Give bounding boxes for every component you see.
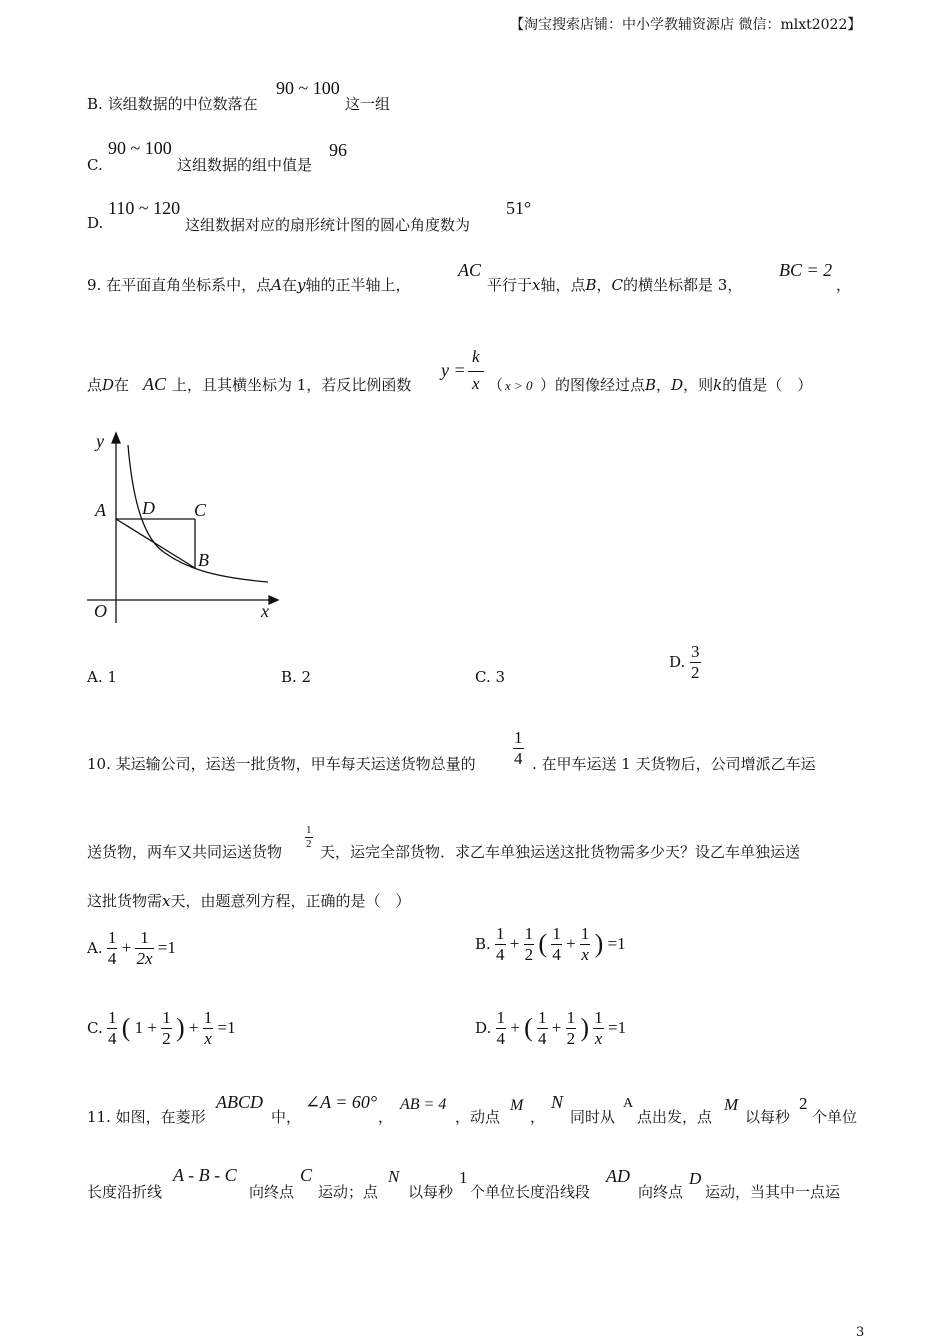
numerator: 1 — [162, 1008, 171, 1027]
denominator: 2 — [306, 837, 312, 850]
numerator: 1 — [552, 924, 561, 943]
q9-graph — [85, 425, 285, 630]
option-letter: B. — [87, 95, 103, 113]
text: 轴，点 — [540, 276, 586, 294]
plus: + — [551, 1018, 562, 1038]
q9-line1 — [87, 274, 410, 295]
q11-line1-g: 点出发，点 — [637, 1108, 713, 1126]
denominator: 2 — [566, 1028, 576, 1048]
text: 这批货物需 — [87, 892, 163, 910]
point-label: C — [611, 276, 624, 294]
fraction — [524, 924, 535, 964]
q11-line1-a: 11. 如图，在菱形 — [87, 1108, 206, 1126]
denominator: 4 — [552, 944, 561, 964]
q11-line2-b: 向终点 — [249, 1183, 295, 1201]
q9-option-c: C. 3 — [475, 668, 506, 686]
fraction — [495, 924, 506, 964]
q11-n2: N — [388, 1167, 400, 1186]
q11-line1-b: 中， — [271, 1108, 302, 1126]
y-axis-arrow — [112, 433, 120, 443]
q11-d: D — [689, 1169, 702, 1188]
plus: + — [509, 934, 520, 954]
denominator: x — [581, 944, 589, 964]
q11-line1-h: 以每秒 — [745, 1108, 791, 1126]
q9-ac-math: AC — [458, 260, 482, 280]
q10-line2-a: 送货物，两车又共同运送货物 — [87, 843, 283, 861]
q11-line2-f: 向终点 — [638, 1183, 684, 1201]
q9-line1-b — [487, 274, 742, 295]
q11-line1-e: ， — [530, 1108, 546, 1126]
q11-line2-d: 以每秒 — [408, 1183, 454, 1201]
option-letter: C. — [87, 1019, 103, 1038]
fraction — [566, 1008, 577, 1048]
q9-func-k: k — [472, 347, 480, 366]
point-label: D — [671, 376, 684, 394]
q11-abcd: ABCD — [216, 1092, 263, 1112]
numerator: 1 — [496, 1008, 506, 1027]
numerator: 1 — [107, 928, 117, 947]
denominator: 4 — [496, 944, 505, 964]
text: 的横坐标都是 3， — [623, 276, 743, 294]
q11-line1-i: 个单位 — [812, 1108, 858, 1126]
option-text: 该组数据的中位数落在 — [107, 95, 258, 113]
page-number: 3 — [856, 1325, 865, 1340]
numerator: 1 — [566, 1008, 576, 1027]
axis-label: x — [532, 276, 541, 294]
q10-option-c — [87, 1008, 236, 1048]
q10-option-d — [475, 1008, 626, 1048]
right-paren: ) — [580, 1013, 590, 1043]
fraction — [496, 1008, 507, 1048]
denominator: 4 — [107, 948, 117, 968]
q8-option-b — [87, 93, 258, 114]
equals-one: =1 — [217, 1018, 236, 1038]
point-label: D — [102, 376, 115, 394]
text: 在 — [281, 276, 297, 294]
q9-func-x: x — [472, 374, 480, 393]
denominator: 4 — [538, 1028, 547, 1048]
q11-angle: ∠A = 60° — [305, 1092, 378, 1112]
text: ， — [596, 276, 612, 294]
point-label: A — [271, 276, 282, 294]
point-label: B — [645, 376, 657, 394]
plus: + — [188, 1018, 199, 1038]
q11-two: 2 — [799, 1094, 808, 1113]
label-b: B — [198, 550, 209, 570]
q9-option-a: A. 1 — [87, 668, 117, 686]
denominator: 2x — [136, 948, 153, 968]
numerator: 1 — [580, 924, 590, 943]
fraction — [580, 924, 591, 964]
text: 天，由题意列方程，正确的是（ ） — [170, 892, 411, 910]
graph-lines — [87, 433, 278, 623]
label-x: x — [261, 601, 269, 621]
q11-a: A — [623, 1096, 634, 1111]
left-paren: ( — [524, 1013, 533, 1043]
numerator: 1 — [306, 824, 312, 836]
plus: + — [510, 1018, 520, 1038]
q9-comma: ， — [836, 276, 852, 294]
q9-line2-b: 上，且其横坐标为 1，若反比例函数 — [172, 376, 412, 394]
numerator: 1 — [140, 928, 149, 947]
denominator: 4 — [107, 1028, 117, 1048]
denominator: 2 — [691, 662, 700, 682]
variable: x — [162, 892, 171, 910]
fraction — [107, 928, 118, 968]
numerator: 3 — [691, 642, 700, 661]
denominator: 4 — [496, 1028, 506, 1048]
q10-option-a — [87, 928, 176, 968]
q8-c-text: 这组数据的组中值是 — [177, 156, 313, 174]
denominator: 2 — [524, 944, 534, 964]
plus: + — [121, 938, 132, 958]
text: ， — [656, 376, 672, 394]
q8-c-value: 96 — [329, 140, 347, 160]
numerator: 1 — [496, 924, 505, 943]
q11-ab: AB = 4 — [400, 1096, 447, 1113]
equals-one: =1 — [607, 934, 626, 954]
q11-c: C — [300, 1165, 313, 1185]
option-letter: A. — [87, 939, 103, 958]
plus: + — [566, 934, 576, 954]
q8-option-d-letter: D. — [87, 214, 104, 232]
fraction — [690, 642, 701, 682]
option-letter: D. — [669, 653, 686, 672]
numerator: 1 — [538, 1008, 547, 1027]
option-letter: D. — [475, 1019, 492, 1038]
option-letter: B. — [475, 935, 491, 954]
q11-m2: M — [724, 1095, 739, 1114]
q10-option-b — [475, 924, 626, 964]
right-paren: ) — [594, 929, 604, 959]
point-label: B — [585, 276, 597, 294]
q9-bc-math: BC = 2 — [779, 260, 833, 280]
label-o: O — [94, 601, 107, 621]
q11-n: N — [551, 1092, 564, 1112]
numerator: 1 — [594, 1008, 603, 1027]
axis-label: y — [296, 276, 306, 294]
q11-m: M — [510, 1097, 524, 1114]
q9-ac-math2: AC — [143, 374, 167, 394]
q8-d-text: 这组数据对应的扇形统计图的圆心角度数为 — [185, 216, 471, 234]
denominator: 4 — [514, 748, 523, 768]
text: 点 — [87, 376, 103, 394]
q9-func-bar — [468, 371, 484, 372]
fraction — [537, 1008, 548, 1048]
text: 轴的正半轴上， — [305, 276, 411, 294]
fraction — [135, 928, 153, 968]
x-axis-arrow — [269, 596, 278, 604]
q11-line2-g: 运动，当其中一点运 — [705, 1183, 841, 1201]
one: 1 — [134, 1018, 144, 1038]
fraction — [161, 1008, 172, 1048]
label-y: y — [96, 431, 104, 451]
text: 9. 在平面直角坐标系中，点 — [87, 276, 272, 294]
numerator: 1 — [203, 1008, 213, 1027]
q10-line3 — [87, 890, 411, 911]
q9-line2-c — [540, 374, 812, 395]
fraction — [203, 1008, 214, 1048]
q10-line2-b: 天，运完全部货物．求乙车单独运送这批货物需多少天？设乙车单独运送 — [320, 843, 801, 861]
q11-line2-c: 运动；点 — [318, 1183, 379, 1201]
q8-b-range: 90 ~ 100 — [276, 78, 340, 98]
q9-cond-open: （ — [488, 376, 504, 394]
denominator: 2 — [162, 1028, 171, 1048]
numerator: 1 — [524, 924, 534, 943]
q9-line2 — [87, 374, 129, 395]
q8-option-c-letter: C. — [87, 156, 103, 174]
numerator: 1 — [107, 1008, 117, 1027]
text: 平行于 — [487, 276, 533, 294]
q11-ad: AD — [606, 1166, 630, 1186]
q9-option-d — [669, 642, 701, 682]
denominator: x — [594, 1028, 603, 1048]
q11-line1-f: 同时从 — [570, 1108, 616, 1126]
equals-one: =1 — [608, 1018, 627, 1038]
fraction — [551, 924, 562, 964]
q11-one: 1 — [459, 1168, 468, 1187]
text: ，则 — [683, 376, 714, 394]
q8-c-range: 90 ~ 100 — [108, 138, 172, 158]
fraction — [593, 1008, 604, 1048]
q9-func-y: y = — [441, 360, 466, 380]
text: 的值是（ ） — [722, 376, 813, 394]
q8-b-text2: 这一组 — [345, 95, 391, 113]
label-c: C — [194, 500, 207, 520]
q10-fraction-half — [305, 824, 313, 850]
q10-line1-a: 10. 某运输公司，运送一批货物，甲车每天运送货物总量的 — [87, 755, 476, 773]
denominator: x — [204, 1028, 212, 1048]
q10-fraction-quarter — [513, 728, 524, 768]
variable: k — [713, 376, 723, 394]
q11-abc: A - B - C — [173, 1165, 237, 1185]
plus: + — [147, 1018, 157, 1038]
label-a: A — [95, 500, 106, 520]
q8-d-value: 51° — [506, 198, 532, 218]
q9-option-b: B. 2 — [281, 668, 312, 686]
q11-line1-d: ，动点 — [455, 1108, 501, 1126]
q11-line2-a: 长度沿折线 — [87, 1183, 163, 1201]
numerator: 1 — [514, 728, 523, 747]
fraction — [107, 1008, 118, 1048]
q10-line1-b: . 在甲车运送 1 天货物后，公司增派乙车运 — [532, 755, 816, 773]
label-d: D — [142, 498, 155, 518]
left-paren: ( — [538, 929, 548, 959]
equals-one: =1 — [157, 938, 176, 958]
q9-cond: x > 0 — [505, 378, 533, 393]
q8-d-range: 110 ~ 120 — [108, 198, 181, 218]
q11-line2-e: 个单位长度沿线段 — [470, 1183, 591, 1201]
left-paren: ( — [121, 1013, 131, 1043]
right-paren: ) — [175, 1013, 185, 1043]
text: 在 — [114, 376, 130, 394]
text: ）的图像经过点 — [540, 376, 646, 394]
q11-line1-c: ， — [378, 1108, 394, 1126]
page-header: 【淘宝搜索店铺：中小学教辅资源店 微信：mlxt2022】 — [510, 17, 862, 33]
